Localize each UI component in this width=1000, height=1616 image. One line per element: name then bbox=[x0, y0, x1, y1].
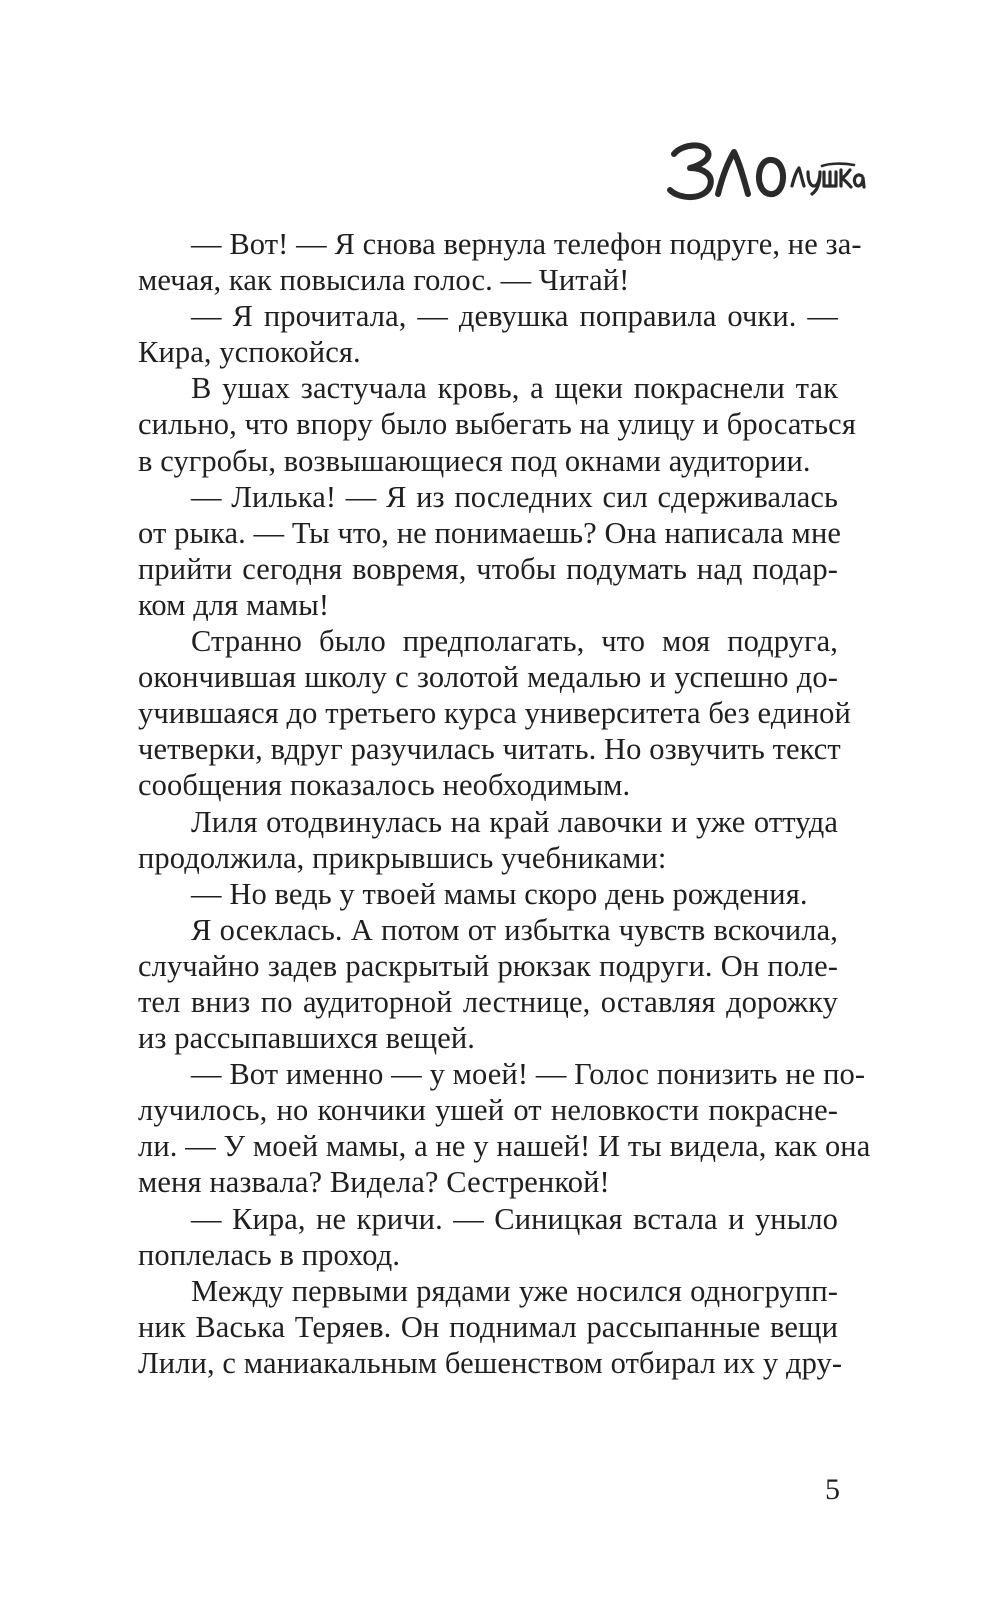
text-line: четверки, вдруг разучилась читать. Но озвучить текст bbox=[138, 732, 841, 767]
text-line: — Я прочитала, — девушка поправила очки. — bbox=[191, 299, 838, 334]
text-line: прийти сегодня вовремя, чтобы подумать над подар- bbox=[138, 551, 838, 586]
text-line: сильно, что впору было выбегать на улицу и бросаться bbox=[138, 407, 856, 442]
text-line: меня назвала? Видела? Сестренкой! bbox=[138, 1165, 610, 1200]
text-line: окончившая школу с золотой медалью и успешно до- bbox=[138, 660, 838, 695]
text-line: поплелась в проход. bbox=[138, 1237, 401, 1272]
text-line: — Лилька! — Я из последних сил сдерживалась bbox=[191, 479, 838, 514]
running-head-logo bbox=[660, 128, 870, 208]
text-line: мечая, как повысила голос. — Читай! bbox=[138, 263, 630, 298]
page-number: 5 bbox=[825, 1473, 840, 1506]
text-line: Лиля отодвинулась на край лавочки и уже оттуда bbox=[191, 804, 838, 839]
paragraph bbox=[138, 370, 856, 478]
text-line: — Вот именно — у моей! — Голос понизить не по- bbox=[191, 1057, 866, 1092]
paragraph bbox=[138, 1056, 871, 1200]
text-line: продолжила, прикрывшись учебниками: bbox=[138, 840, 667, 875]
paragraph bbox=[138, 226, 862, 298]
text-line: Лили, с маниакальным бешенством отбирал их у дру- bbox=[138, 1345, 843, 1380]
text-line: случайно задев раскрытый рюкзак подруги. Он поле- bbox=[138, 948, 838, 983]
text-line: от рыка. — Ты что, не понимаешь? Она написала мне bbox=[138, 515, 842, 550]
paragraph bbox=[138, 623, 851, 803]
paragraph bbox=[138, 1201, 838, 1273]
text-line: ком для мамы! bbox=[138, 587, 330, 622]
text-line: — Кира, не кричи. — Синицкая встала и уныло bbox=[191, 1201, 838, 1236]
paragraph bbox=[138, 1273, 843, 1381]
paragraph bbox=[138, 876, 838, 912]
text-line: Я осеклась. А потом от избытка чувств вскочила, bbox=[191, 912, 838, 947]
book-title-logo bbox=[660, 128, 870, 208]
text-line: в сугробы, возвышающиеся под окнами аудитории. bbox=[138, 443, 811, 478]
body-text bbox=[138, 226, 871, 1381]
text-line: — Вот! — Я снова вернула телефон подруге, не за- bbox=[191, 227, 862, 261]
text-line: — Но ведь у твоей мамы скоро день рождения. bbox=[191, 876, 808, 911]
text-line: Кира, успокойся. bbox=[138, 335, 361, 370]
paragraph bbox=[138, 298, 838, 370]
text-line: лучилось, но кончики ушей от неловкости покрасне- bbox=[138, 1093, 838, 1128]
text-line: В ушах застучала кровь, а щеки покраснели так bbox=[191, 371, 838, 406]
text-line: ли. — У моей мамы, а не у нашей! И ты видела, как она bbox=[138, 1129, 871, 1164]
paragraph bbox=[138, 912, 838, 1056]
text-line: Между первыми рядами уже носился одногрупп- bbox=[191, 1273, 838, 1308]
text-line: учившаяся до третьего курса университета без единой bbox=[138, 696, 851, 731]
text-line: из рассыпавшихся вещей. bbox=[138, 1021, 476, 1056]
text-line: сообщения показалось необходимым. bbox=[138, 768, 631, 803]
paragraph bbox=[138, 479, 842, 623]
text-line: Странно было предполагать, что моя подруга, bbox=[191, 624, 838, 659]
paragraph bbox=[138, 804, 838, 876]
text-line: ник Васька Теряев. Он поднимал рассыпанные вещи bbox=[138, 1309, 838, 1344]
text-line: тел вниз по аудиторной лестнице, оставляя дорожку bbox=[138, 984, 838, 1019]
